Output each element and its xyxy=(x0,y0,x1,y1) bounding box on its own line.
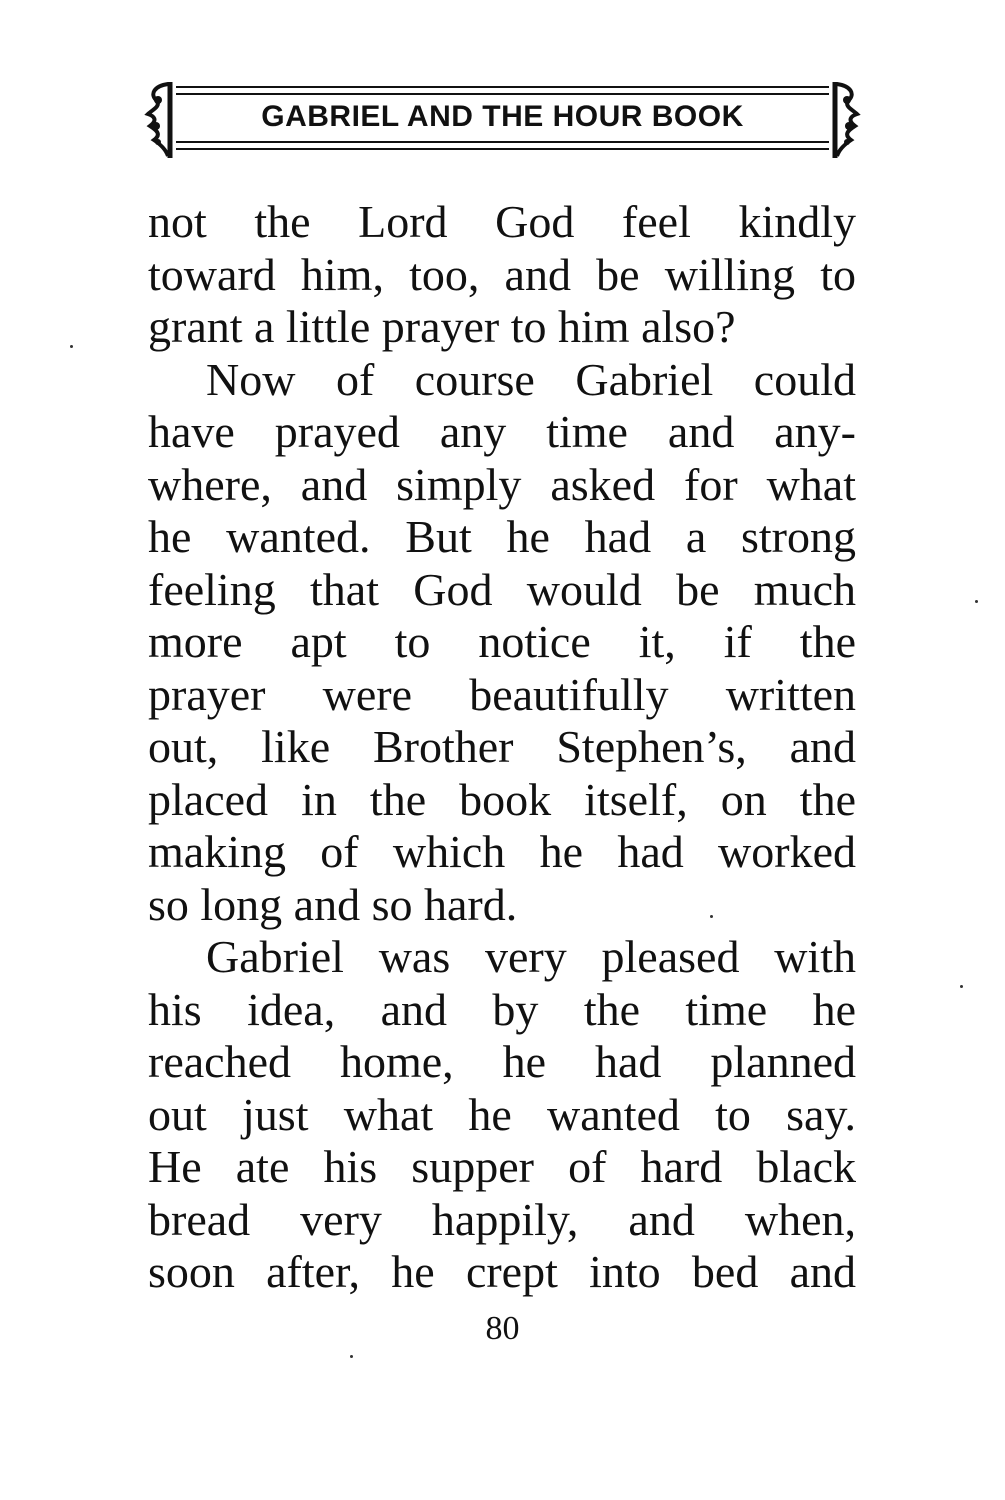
text-line: where, and simply asked for what xyxy=(148,458,856,510)
text-line: not the Lord God feel kindly xyxy=(148,196,856,247)
running-head-title: GABRIEL AND THE HOUR BOOK xyxy=(261,100,744,133)
body-text xyxy=(148,196,856,1299)
text-line: making of which he had worked xyxy=(148,826,856,877)
left-ornament-icon xyxy=(140,80,180,160)
paper-speck xyxy=(710,915,713,918)
page-number: 80 xyxy=(485,1310,520,1347)
paper-speck xyxy=(350,1355,353,1358)
paper-speck xyxy=(975,600,978,603)
text-line: reached home, he had planned xyxy=(148,1036,856,1087)
right-ornament-icon xyxy=(825,80,865,160)
text-line: bread very happily, and when, xyxy=(148,1193,856,1245)
text-line: more apt to notice it, if the xyxy=(148,616,856,667)
text-line: he wanted. But he had a strong xyxy=(148,511,856,562)
running-header xyxy=(140,80,865,160)
text-line: toward him, too, and be willing to xyxy=(148,248,856,300)
text-line: out just what he wanted to say. xyxy=(148,1088,856,1140)
text-line: He ate his supper of hard black xyxy=(148,1141,856,1192)
text-line: feeling that God would be much xyxy=(148,563,856,615)
paper-speck xyxy=(70,345,73,348)
paper-speck xyxy=(960,985,963,988)
text-line: Gabriel was very pleased with xyxy=(206,931,856,982)
text-line: soon after, he crept into bed and xyxy=(148,1246,856,1297)
text-line: out, like Brother Stephen’s, and xyxy=(148,721,856,772)
text-line: Now of course Gabriel could xyxy=(206,353,856,405)
text-line: grant a little prayer to him also? xyxy=(148,301,736,352)
text-line: have prayed any time and any- xyxy=(148,406,856,457)
text-line: prayer were beautifully written xyxy=(148,668,856,720)
text-line: so long and so hard. xyxy=(148,878,518,930)
text-line: his idea, and by the time he xyxy=(148,983,856,1035)
text-line: placed in the book itself, on the xyxy=(148,773,856,825)
